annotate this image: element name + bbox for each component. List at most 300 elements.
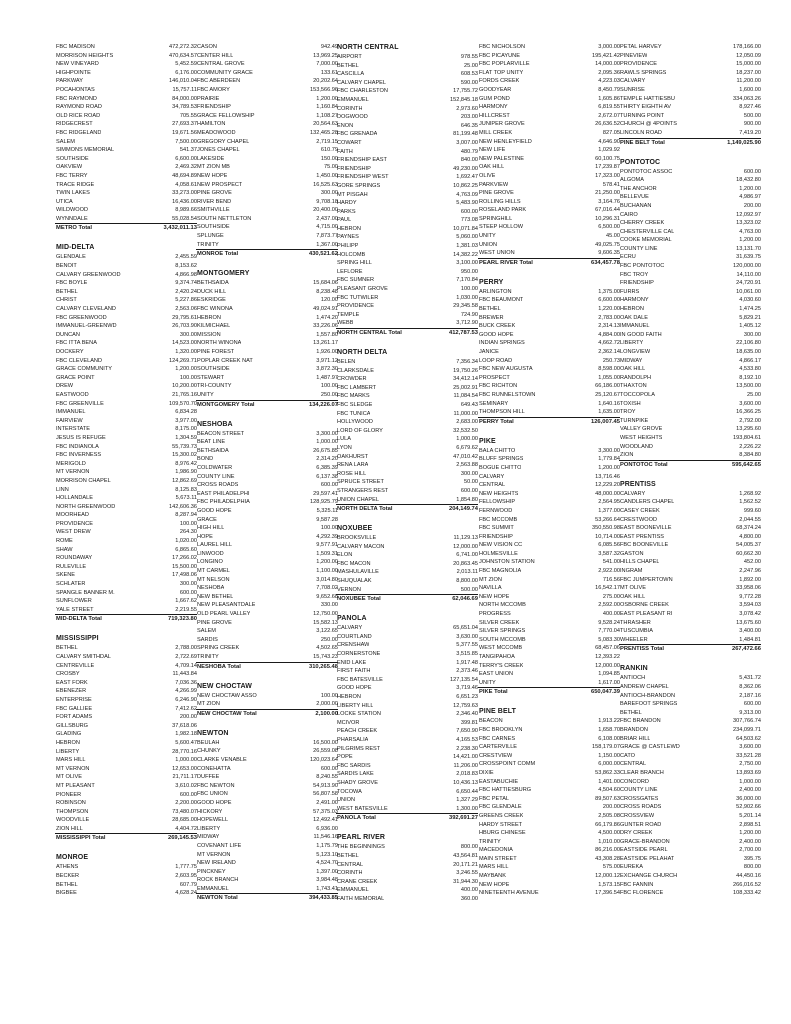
church-amount: 1,010.00 <box>598 838 620 845</box>
church-name: FRIENDSHIP <box>620 280 654 287</box>
church-name: THRASHER <box>620 619 651 626</box>
church-name: EMMANUEL <box>197 885 229 892</box>
church-name: CENTREVILLE <box>56 662 95 669</box>
church-name: TROY <box>620 409 636 416</box>
church-name: FBC UNION <box>197 791 228 798</box>
church-row <box>478 120 620 129</box>
church-amount: 4,266.99 <box>175 688 197 695</box>
church-row <box>619 305 761 314</box>
church-amount: 2,788.00 <box>175 645 197 652</box>
church-row <box>478 95 620 104</box>
church-amount: 6,176.00 <box>175 69 197 76</box>
total-amount: 267,472.66 <box>731 646 761 653</box>
association-section <box>478 43 620 268</box>
church-row <box>336 745 478 754</box>
church-name: IN GOOD FAITH <box>620 331 662 338</box>
church-amount: 600.00 <box>179 791 197 798</box>
church-name: CASON <box>197 44 217 50</box>
church-row <box>336 384 478 393</box>
church-name: RAYMOND ROAD <box>56 104 102 111</box>
church-amount: 6,500.00 <box>598 224 620 231</box>
church-amount: 89,507.63 <box>595 795 620 802</box>
church-name: FBC INDIANOLA <box>56 443 99 450</box>
church-row <box>478 619 620 628</box>
church-name: SILVER CREEK <box>479 619 520 626</box>
church-row <box>336 418 478 427</box>
church-row <box>478 464 620 473</box>
church-amount: 13,131.70 <box>736 245 761 252</box>
church-name: FBC BEAUMONT <box>479 297 524 304</box>
church-row <box>55 95 197 104</box>
church-row <box>196 464 338 473</box>
church-row <box>336 285 478 294</box>
church-row <box>478 365 620 374</box>
church-name: SUNRISE <box>620 86 645 93</box>
church-amount: 6,865.60 <box>175 546 197 553</box>
church-name: LOOP ROAD <box>479 357 513 364</box>
church-name: FRIENDSHIP WEST <box>337 174 389 181</box>
church-row <box>478 86 620 95</box>
church-name: OLD RICE ROAD <box>56 112 101 119</box>
church-amount: 12,050.09 <box>736 52 761 59</box>
church-amount: 4,763.09 <box>456 191 478 198</box>
church-row <box>619 872 761 881</box>
church-row <box>336 199 478 208</box>
church-row <box>196 773 338 782</box>
church-name: ZION <box>620 452 634 459</box>
church-amount: 395.75 <box>743 855 761 862</box>
church-name: RULEVILLE <box>56 563 87 570</box>
church-row <box>55 730 197 739</box>
church-amount: 2,000.00 <box>316 701 338 708</box>
column-4 <box>478 43 620 908</box>
church-name: BRIAR HILL <box>620 735 651 742</box>
church-amount: 31,639.75 <box>736 254 761 261</box>
church-name: ZION HILL <box>56 825 83 832</box>
church-name: MISSION <box>197 331 221 338</box>
church-amount: 300.00 <box>320 190 338 197</box>
church-name: ARLINGTON <box>479 288 512 295</box>
church-row <box>196 447 338 456</box>
church-row <box>478 455 620 464</box>
church-amount: 600.00 <box>179 589 197 596</box>
church-amount: 49,230.00 <box>453 165 478 172</box>
church-row <box>619 202 761 211</box>
church-amount: 75.00 <box>324 164 338 171</box>
church-amount: 600.00 <box>743 701 761 708</box>
church-row <box>619 374 761 383</box>
church-amount: 2,922.00 <box>598 568 620 575</box>
church-name: NEW IRELAND <box>197 860 236 867</box>
church-name: MT PLEASANT <box>56 782 95 789</box>
section-total <box>478 259 620 268</box>
church-amount: 8,238.48 <box>316 288 338 295</box>
church-row <box>55 468 197 477</box>
church-amount: 250.00 <box>320 636 338 643</box>
church-name: HIGHPOINTE <box>56 69 91 76</box>
church-name: CALVARY <box>620 78 646 85</box>
church-amount: 193,804.61 <box>733 434 761 441</box>
church-row <box>196 576 338 585</box>
church-row <box>196 69 338 78</box>
church-amount: 36,000.00 <box>736 795 761 802</box>
church-name: TERRY'S CREEK <box>479 662 524 669</box>
church-name: OAKHURST <box>337 453 369 460</box>
church-row <box>478 567 620 576</box>
church-amount: 34,412.14 <box>453 376 478 383</box>
total-amount: 430,521.62 <box>308 251 338 258</box>
church-amount: 12,653.00 <box>172 765 197 772</box>
church-amount: 541.37 <box>179 147 197 154</box>
church-row <box>196 885 338 895</box>
total-label: MISSISSIPPI Total <box>56 835 106 842</box>
section-title: NEWTON <box>197 729 229 737</box>
church-name: FBC JUMPERTOWN <box>620 576 673 583</box>
church-amount: 18,432.80 <box>736 177 761 184</box>
church-name: FBC NEW AUGUSTA <box>479 366 533 373</box>
church-name: ANDREW CHAPEL <box>620 684 669 690</box>
church-name: FRIENDSHIP EAST <box>337 157 387 164</box>
church-row <box>336 886 478 895</box>
church-row <box>619 253 761 262</box>
association-section <box>478 707 620 897</box>
church-amount: 200.00 <box>743 202 761 209</box>
church-name: BREWER <box>479 314 504 321</box>
church-amount: 57,375.03 <box>313 808 338 815</box>
church-amount: 33,226.06 <box>313 323 338 330</box>
church-name: BENOIT <box>56 263 77 270</box>
church-amount: 2,455.59 <box>175 254 197 261</box>
church-row <box>336 358 478 367</box>
church-row <box>196 198 338 207</box>
church-row <box>336 641 478 650</box>
church-row <box>55 889 197 898</box>
church-row <box>55 198 197 207</box>
church-row <box>55 528 197 537</box>
church-name: LYON <box>337 444 352 451</box>
church-row <box>55 580 197 589</box>
church-row <box>196 206 338 215</box>
church-name: SARDIS <box>197 636 218 643</box>
section-total <box>196 894 338 903</box>
church-row <box>55 687 197 696</box>
church-row <box>55 443 197 452</box>
church-amount: 2,200.00 <box>175 800 197 807</box>
church-row <box>478 189 620 198</box>
church-name: CORNERSTONE <box>337 651 381 658</box>
church-amount: 1,200.00 <box>316 559 338 566</box>
church-row <box>619 339 761 348</box>
church-amount: 250.73 <box>602 357 620 364</box>
church-row <box>55 460 197 469</box>
church-row <box>196 232 338 241</box>
church-name: GREENS CREEK <box>479 812 524 819</box>
church-row <box>619 889 761 898</box>
church-row <box>196 322 338 331</box>
church-name: FBC PICAYUNE <box>479 52 520 59</box>
church-amount: 6,651.23 <box>456 694 478 700</box>
church-row <box>196 700 338 710</box>
church-name: SEMINARY <box>479 400 509 407</box>
church-row <box>619 863 761 872</box>
church-name: FBC FANNIN <box>620 881 654 888</box>
church-name: BUCK CREEK <box>479 323 516 330</box>
church-name: UNITY <box>197 391 214 398</box>
church-row <box>478 812 620 821</box>
church-name: SHAW <box>56 546 73 553</box>
church-name: MT VERNON <box>56 765 90 772</box>
church-amount: 8,192.10 <box>739 374 761 381</box>
church-row <box>619 700 761 709</box>
church-row <box>336 560 478 569</box>
church-amount: 1,375.00 <box>598 288 620 295</box>
church-amount: 1,635.00 <box>598 409 620 416</box>
church-name: WEST BATESVILLE <box>337 805 388 812</box>
church-row <box>196 172 338 181</box>
church-row <box>619 490 761 499</box>
church-amount: 8,125.83 <box>175 486 197 493</box>
church-name: SPLUNGE <box>197 233 224 240</box>
church-amount: 1,000.00 <box>316 439 338 446</box>
section-title: PERRY <box>479 278 504 286</box>
church-row <box>55 271 197 280</box>
church-name: ROCK BRANCH <box>197 877 239 884</box>
church-amount: 21,765.16 <box>172 391 197 398</box>
church-row <box>55 872 197 881</box>
church-amount: 9,587.28 <box>316 516 338 523</box>
church-amount: 1,617.00 <box>598 679 620 686</box>
church-amount: 2,469.32 <box>175 164 197 171</box>
church-amount: 12,759.63 <box>453 702 478 709</box>
church-name: HEBRON <box>337 694 361 700</box>
church-name: FBC GREENWOOD <box>56 314 107 321</box>
church-name: PETAL HARVEY <box>620 44 662 50</box>
church-row <box>55 451 197 460</box>
church-amount: 1,658.70 <box>598 726 620 733</box>
church-row <box>336 53 478 62</box>
church-amount: 29,345.58 <box>453 303 478 310</box>
church-row <box>55 155 197 164</box>
church-name: MT ZION MB <box>197 164 230 171</box>
church-name: UNION <box>479 241 498 248</box>
section-title: NORTH DELTA <box>337 349 388 356</box>
church-row <box>619 709 761 718</box>
church-amount: 300.00 <box>179 331 197 338</box>
church-amount: 3,246.55 <box>456 870 478 877</box>
church-amount: 1,484.81 <box>739 636 761 643</box>
church-name: EAST PHILADELPHI <box>197 490 250 497</box>
church-amount: 49,025.75 <box>595 241 620 248</box>
church-amount: 2,563.06 <box>175 306 197 313</box>
church-row <box>336 577 478 586</box>
church-amount: 7,000.00 <box>316 61 338 68</box>
church-name: RANDOLPH <box>620 374 652 381</box>
church-name: HEBRON <box>197 314 221 321</box>
church-name: HBURG CHINESE <box>479 830 526 837</box>
church-name: CALVARY <box>479 473 505 480</box>
church-amount: 81,199.48 <box>453 131 478 138</box>
church-row <box>196 868 338 877</box>
church-amount: 16,436.00 <box>172 198 197 205</box>
church-name: SALEM <box>197 628 216 635</box>
church-name: FBC MACON <box>337 560 371 567</box>
church-row <box>619 219 761 228</box>
church-amount: 2,722.69 <box>175 654 197 660</box>
association-section <box>336 614 478 823</box>
church-amount: 100.00 <box>179 374 197 381</box>
church-amount: 16,525.63 <box>313 181 338 188</box>
church-amount: 68,457.06 <box>595 645 620 652</box>
church-row <box>196 314 338 323</box>
church-row <box>478 163 620 172</box>
section-title: NESHOBA <box>197 420 233 428</box>
church-amount: 13,295.60 <box>736 426 761 433</box>
church-name: TOXISH <box>620 400 641 407</box>
church-name: BETHEL <box>479 306 501 313</box>
church-amount: 1,474.20 <box>316 314 338 321</box>
church-name: INGRAM <box>620 568 643 575</box>
church-name: FBC MADISON <box>56 44 95 50</box>
church-row <box>336 736 478 745</box>
church-amount: 2,505.08 <box>598 812 620 819</box>
church-amount: 15,300.02 <box>172 452 197 459</box>
church-amount: 6,936.00 <box>316 825 338 832</box>
church-row <box>619 821 761 830</box>
church-amount: 158,179.07 <box>592 744 620 751</box>
church-amount: 1,268.92 <box>739 490 761 497</box>
church-amount: 2,247.96 <box>739 568 761 575</box>
church-name: TURNING POINT <box>620 112 665 119</box>
church-row <box>478 653 620 662</box>
church-amount: 1,743.41 <box>316 885 338 892</box>
church-row <box>55 339 197 348</box>
church-row <box>55 296 197 305</box>
church-amount: 9,708.18 <box>316 198 338 205</box>
church-row <box>619 228 761 237</box>
church-name: LIBERTY <box>620 340 644 347</box>
church-amount: 1,381.03 <box>456 243 478 250</box>
church-amount: 3,977.00 <box>175 417 197 424</box>
church-row <box>55 571 197 580</box>
church-name: FBC INVERNESS <box>56 452 102 459</box>
church-amount: 9,374.74 <box>175 280 197 287</box>
church-row <box>478 408 620 418</box>
church-amount: 1,397.00 <box>316 868 338 875</box>
church-name: CALVARY CLEVELAND <box>56 306 116 313</box>
church-row <box>55 408 197 417</box>
church-amount: 1,573.15 <box>598 881 620 888</box>
church-row <box>336 878 478 887</box>
church-row <box>619 683 761 692</box>
church-name: HARMONY <box>479 104 508 111</box>
church-amount: 3,587.32 <box>598 550 620 557</box>
church-amount: 234,099.71 <box>733 726 761 733</box>
church-amount: 2,792.00 <box>739 417 761 424</box>
church-row <box>196 524 338 533</box>
church-name: MACEDONIA <box>479 847 513 854</box>
church-name: FBC LAMBERT <box>337 384 377 391</box>
church-name: BLUFF SPRINGS <box>479 456 524 463</box>
church-row <box>478 636 620 645</box>
church-amount: 2,563.88 <box>456 462 478 469</box>
church-name: FBC BRANDON <box>620 718 661 725</box>
church-amount: 500.00 <box>743 112 761 119</box>
church-amount: 2,187.16 <box>739 692 761 699</box>
church-amount: 3,610.02 <box>175 782 197 789</box>
church-row <box>196 279 338 288</box>
church-amount: 3,014.80 <box>316 576 338 583</box>
church-row <box>55 189 197 198</box>
church-name: ROBINSON <box>56 800 86 807</box>
church-name: MEADOWOOD <box>197 129 236 136</box>
church-amount: 3,300.00 <box>316 430 338 437</box>
church-amount: 1,562.52 <box>739 499 761 506</box>
church-name: BETHEL <box>56 881 78 888</box>
church-row <box>196 636 338 645</box>
church-amount: 6,741.00 <box>456 552 478 559</box>
church-row <box>478 215 620 224</box>
church-amount: 17,266.02 <box>172 555 197 562</box>
church-name: UNION CHAPEL <box>337 496 379 503</box>
church-amount: 3,122.65 <box>316 628 338 635</box>
church-row <box>196 138 338 147</box>
church-amount: 22,106.80 <box>736 340 761 347</box>
church-row <box>619 43 761 52</box>
church-name: LAKESIDE <box>197 155 225 162</box>
church-row <box>619 855 761 864</box>
church-name: FBC PETAL <box>479 795 510 802</box>
church-name: WOODLAND <box>620 443 653 450</box>
church-amount: 4,662.72 <box>598 340 620 347</box>
church-amount: 400.00 <box>460 887 478 894</box>
church-row <box>196 610 338 619</box>
church-name: FELLOWSHIP <box>479 499 516 506</box>
church-name: PINCKNEY <box>197 868 226 875</box>
church-amount: 25,002.91 <box>453 384 478 391</box>
church-name: PRAIRIE <box>197 95 220 102</box>
church-amount: 17,239.87 <box>595 164 620 171</box>
church-row <box>55 417 197 426</box>
church-row <box>619 168 761 177</box>
church-row <box>619 717 761 726</box>
church-amount: 66,186.00 <box>595 383 620 390</box>
church-amount: 14,110.00 <box>736 271 761 278</box>
church-row <box>478 112 620 121</box>
section-title: MONTGOMERY <box>197 270 250 278</box>
church-name: LAUREL HILL <box>197 542 232 549</box>
church-amount: 4,986.97 <box>739 194 761 201</box>
church-amount: 1,100.00 <box>316 568 338 575</box>
church-amount: 1,000.00 <box>175 757 197 764</box>
church-name: BETHSAIDA <box>197 280 229 287</box>
church-row <box>478 829 620 838</box>
church-name: FRIENDSHIP <box>479 533 513 540</box>
church-amount: 8,598.00 <box>598 366 620 373</box>
section-title: PANOLA <box>337 615 367 623</box>
church-amount: 13,500.00 <box>736 383 761 390</box>
church-amount: 4,884.00 <box>598 331 620 338</box>
church-amount: 12,000.12 <box>595 873 620 880</box>
church-name: LIBERTY HILL <box>337 702 374 709</box>
church-amount: 10,296.31 <box>595 215 620 222</box>
church-name: MT VERNON <box>197 851 231 858</box>
church-name: FBC HATTIESBURG <box>479 787 532 794</box>
church-amount: 1,200.00 <box>739 185 761 192</box>
church-name: JOHNSTON STATION <box>479 559 535 566</box>
church-name: PROVIDENCE <box>620 61 657 68</box>
church-name: CHRIST <box>56 297 77 304</box>
church-amount: 4,502.65 <box>316 645 338 652</box>
